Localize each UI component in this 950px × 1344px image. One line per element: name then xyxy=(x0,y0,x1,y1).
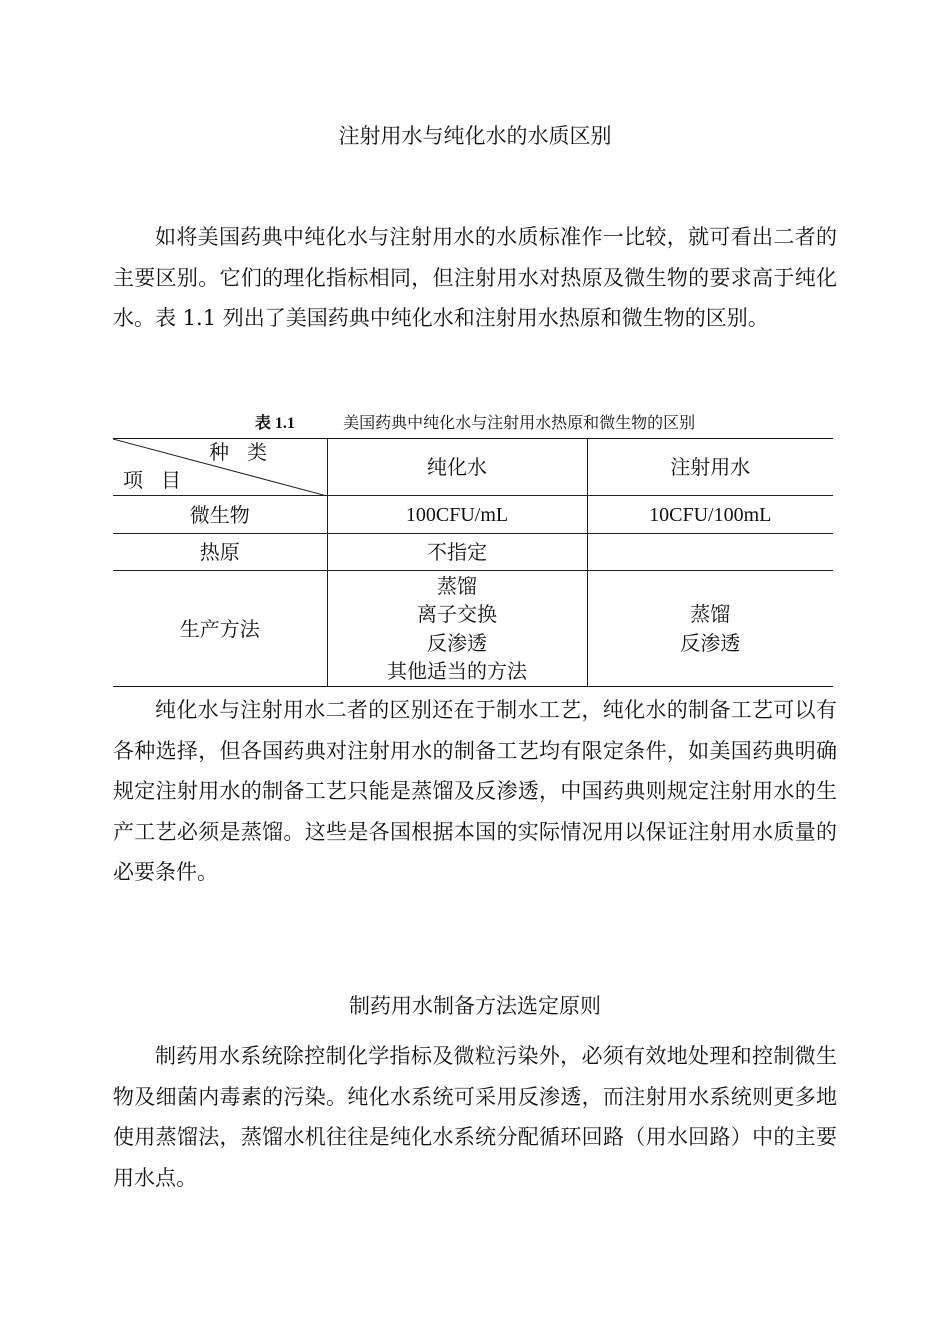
method-item: 反渗透 xyxy=(427,630,487,655)
cell-purified-microbes: 100CFU/mL xyxy=(327,496,587,534)
method-item: 离子交换 xyxy=(417,602,497,626)
section-heading-water-quality: 注射用水与纯化水的水质区别 xyxy=(338,124,612,148)
principle-paragraph: 制药用水系统除控制化学指标及微粒污染外，必须有效地处理和控制微生物及细菌内毒素的污染。纯化水系统可采用反渗透，而注射用水系统则更多地使用蒸馏法，蒸馏水机往往是纯化水系统分配循环回路（用水回路）中的主要用水点。 xyxy=(113,1044,837,1190)
table-caption-text: 美国药典中纯化水与注射用水热原和微生物的区别 xyxy=(343,413,696,432)
table-row xyxy=(113,496,833,534)
method-item: 蒸馏 xyxy=(437,573,477,598)
cell-injection-methods xyxy=(587,571,833,687)
method-item: 蒸馏 xyxy=(690,602,731,626)
section-heading-selection-principle: 制药用水制备方法选定原则 xyxy=(349,994,601,1018)
table-header-row xyxy=(113,439,833,496)
table-corner-cell xyxy=(113,439,327,496)
cell-injection-pyrogen xyxy=(587,534,833,571)
row-label-production-method: 生产方法 xyxy=(113,571,327,687)
table-caption-label: 表 1.1 xyxy=(254,415,295,432)
cell-purified-pyrogen: 不指定 xyxy=(327,534,587,571)
cell-purified-methods xyxy=(327,571,587,687)
process-paragraph: 纯化水与注射用水二者的区别还在于制水工艺，纯化水的制备工艺可以有各种选择，但各国药典对注射用水的制备工艺均有限定条件，如美国药典明确规定注射用水的制备工艺只能是蒸馏及反渗透，中国药典则规定注射用水的生产工艺必须是蒸馏。这些是各国根据本国的实际情况用以保证注射用水质量的必要条件。 xyxy=(113,698,837,884)
row-label-pyrogen: 热原 xyxy=(113,534,327,571)
column-header-injection-water: 注射用水 xyxy=(587,439,833,496)
intro-paragraph: 如将美国药典中纯化水与注射用水的水质标准作一比较，就可看出二者的主要区别。它们的理化指标相同，但注射用水对热原及微生物的要求高于纯化水。表 1.1 列出了美国药典中纯化水和注射用水热原和微生物的区别。 xyxy=(113,225,837,330)
row-label-microbes: 微生物 xyxy=(113,496,327,534)
table-row xyxy=(113,534,833,571)
method-item: 其他适当的方法 xyxy=(387,659,527,683)
column-header-purified-water: 纯化水 xyxy=(327,439,587,496)
comparison-table xyxy=(113,438,833,687)
method-item: 反渗透 xyxy=(680,630,741,655)
table-row xyxy=(113,571,833,687)
corner-label-item: 项目 xyxy=(123,468,199,492)
corner-label-category: 种类 xyxy=(209,440,285,464)
table-caption xyxy=(113,412,837,435)
cell-injection-microbes: 10CFU/100mL xyxy=(587,496,833,534)
